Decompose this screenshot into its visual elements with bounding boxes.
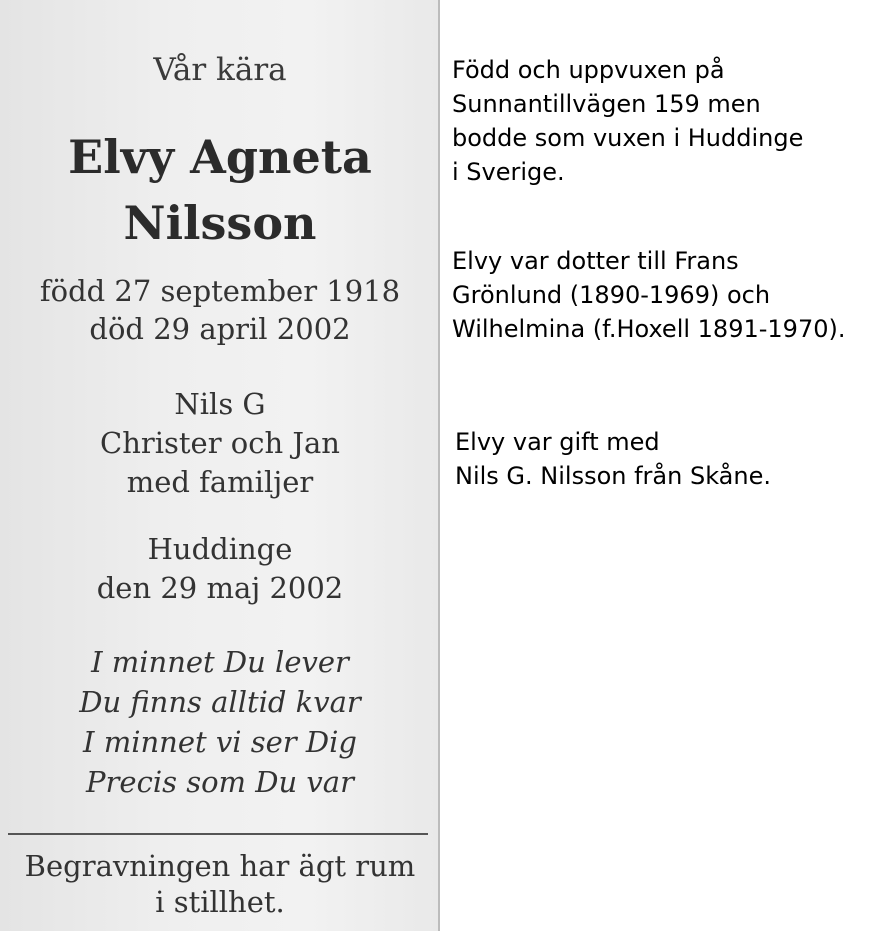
note-line: Elvy var gift med — [455, 428, 660, 456]
place-and-date — [0, 530, 440, 608]
name-line: Nilsson — [123, 196, 317, 250]
verse-line: I minnet Du lever — [91, 645, 349, 679]
note-line: Elvy var dotter till Frans — [452, 247, 739, 275]
obituary-notice — [0, 0, 440, 931]
notice-date-line: den 29 maj 2002 — [96, 571, 344, 605]
mourner-line: med familjer — [126, 465, 314, 499]
note-birthplace — [452, 53, 803, 189]
life-dates — [0, 272, 440, 348]
note-line: Wilhelmina (f.Hoxell 1891-1970). — [452, 315, 846, 343]
burial-line: Begravningen har ägt rum — [24, 849, 416, 883]
divider — [8, 833, 428, 835]
place-line: Huddinge — [147, 532, 293, 566]
memorial-verse — [0, 642, 440, 802]
birth-date: född 27 september 1918 — [39, 274, 401, 308]
note-line: Nils G. Nilsson från Skåne. — [455, 462, 771, 490]
mourners — [0, 385, 440, 502]
note-parents — [452, 244, 845, 346]
verse-line: I minnet vi ser Dig — [83, 725, 357, 759]
mourner-line: Nils G — [174, 387, 266, 421]
mourner-line: Christer och Jan — [100, 426, 340, 460]
name-line: Elvy Agneta — [68, 130, 372, 184]
burial-note — [0, 848, 440, 920]
greeting: Vår kära — [153, 52, 287, 88]
note-line: Grönlund (1890-1969) och — [452, 281, 771, 309]
note-line: i Sverige. — [452, 158, 565, 186]
verse-line: Precis som Du var — [86, 765, 354, 799]
death-date: död 29 april 2002 — [89, 312, 351, 346]
deceased-name — [0, 124, 440, 256]
note-line: Född och uppvuxen på — [452, 56, 725, 84]
note-line: Sunnantillvägen 159 men — [452, 90, 761, 118]
burial-line: i stillhet. — [155, 885, 285, 919]
note-spouse — [455, 425, 771, 493]
verse-line: Du finns alltid kvar — [79, 685, 361, 719]
note-line: bodde som vuxen i Huddinge — [452, 124, 804, 152]
